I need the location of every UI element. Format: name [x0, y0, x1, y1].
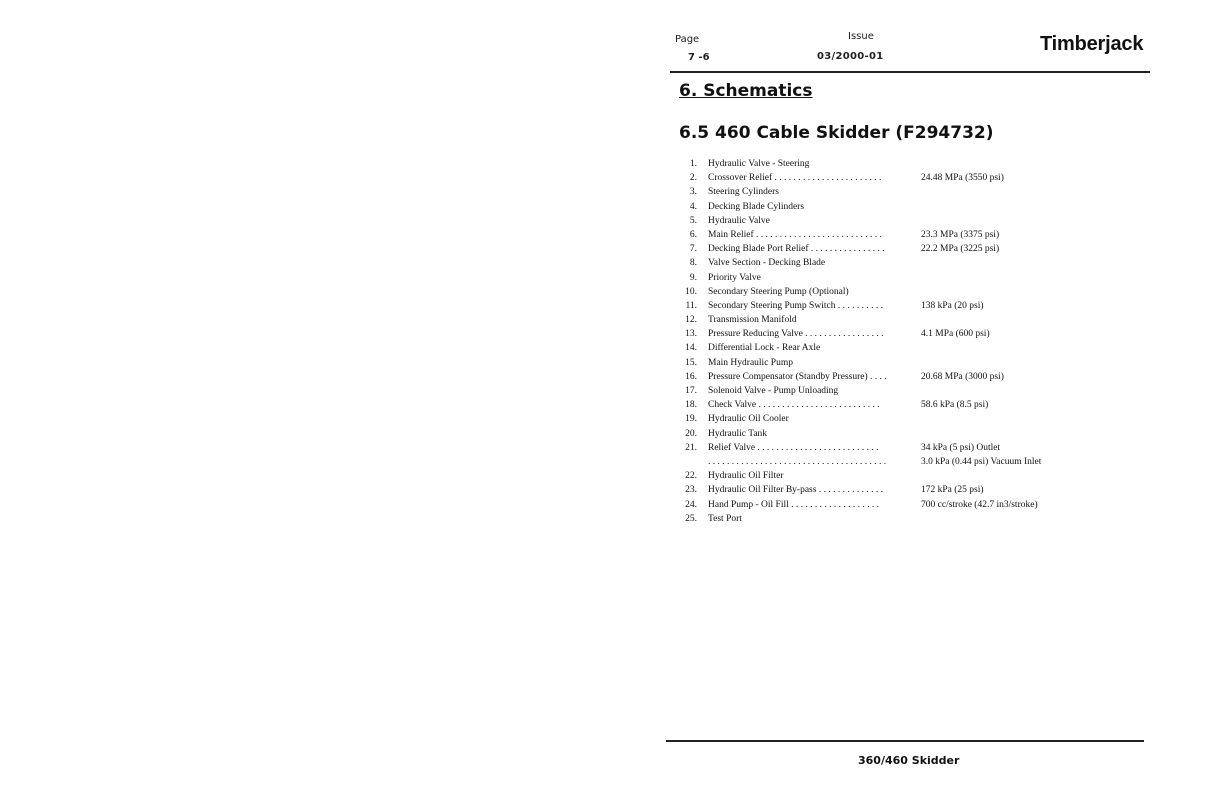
- issue-label: Issue: [848, 31, 874, 42]
- item-number: 13.: [685, 329, 697, 340]
- item-value: 4.1 MPa (600 psi): [921, 329, 990, 340]
- item-number: 16.: [685, 371, 697, 382]
- list-item: [668, 455, 1148, 469]
- item-description: Pressure Compensator (Standby Pressure) . . . .: [708, 371, 887, 382]
- parts-list: [668, 157, 1148, 526]
- item-description: Relief Valve . . . . . . . . . . . . . . . . . . . . . . . . . .: [708, 442, 879, 453]
- item-value: 23.3 MPa (3375 psi): [921, 229, 1000, 240]
- page-number: 7 -6: [688, 52, 710, 63]
- item-description: . . . . . . . . . . . . . . . . . . . . . . . . . . . . . . . . . . . . . .: [708, 456, 887, 467]
- item-description: Differential Lock - Rear Axle: [708, 343, 821, 354]
- item-description: Hydraulic Oil Cooler: [708, 414, 789, 425]
- item-value: 138 kPa (20 psi): [921, 300, 984, 311]
- item-value: 58.6 kPa (8.5 psi): [921, 400, 989, 411]
- list-item: [668, 157, 1148, 171]
- item-description: Main Relief . . . . . . . . . . . . . . . . . . . . . . . . . . .: [708, 229, 882, 240]
- item-description: Hand Pump - Oil Fill . . . . . . . . . . . . . . . . . . .: [708, 499, 880, 510]
- list-item: [668, 512, 1148, 526]
- item-number: 11.: [685, 300, 697, 311]
- item-number: 23.: [685, 485, 697, 496]
- item-number: 3.: [689, 187, 697, 198]
- section-title: 6. Schematics: [679, 81, 813, 101]
- list-item: [668, 200, 1148, 214]
- item-description: Check Valve . . . . . . . . . . . . . . . . . . . . . . . . . .: [708, 400, 880, 411]
- list-item: [668, 256, 1148, 270]
- header-rule: [670, 71, 1150, 73]
- list-item: [668, 427, 1148, 441]
- item-number: 10.: [685, 286, 697, 297]
- item-description: Valve Section - Decking Blade: [708, 258, 826, 269]
- list-item: [668, 285, 1148, 299]
- item-number: 15.: [685, 357, 697, 368]
- list-item: [668, 498, 1148, 512]
- list-item: [668, 398, 1148, 412]
- item-number: 14.: [685, 343, 697, 354]
- footer-rule: [666, 740, 1144, 742]
- item-description: Test Port: [708, 513, 742, 524]
- list-item: [668, 384, 1148, 398]
- list-item: [668, 370, 1148, 384]
- brand-logo: Timberjack: [1040, 33, 1144, 55]
- item-number: 1.: [689, 159, 697, 169]
- list-item: [668, 327, 1148, 341]
- list-item: [668, 242, 1148, 256]
- item-description: Crossover Relief . . . . . . . . . . . . . . . . . . . . . . .: [708, 173, 882, 184]
- list-item: [668, 469, 1148, 483]
- item-number: 4.: [689, 201, 697, 212]
- item-number: 7.: [689, 244, 697, 255]
- list-item: [668, 356, 1148, 370]
- item-number: 20.: [685, 428, 697, 439]
- list-item: [668, 341, 1148, 355]
- item-description: Hydraulic Valve - Steering: [708, 159, 810, 169]
- item-description: Decking Blade Cylinders: [708, 201, 805, 212]
- item-description: Steering Cylinders: [708, 187, 779, 198]
- item-description: Main Hydraulic Pump: [708, 357, 793, 368]
- item-number: 5.: [689, 215, 697, 226]
- item-description: Decking Blade Port Relief . . . . . . . . . . . . . . . .: [708, 244, 885, 255]
- item-value: 22.2 MPa (3225 psi): [921, 244, 1000, 255]
- item-number: 2.: [689, 173, 697, 184]
- list-item: [668, 441, 1148, 455]
- item-number: 6.: [689, 229, 697, 240]
- item-value: 20.68 MPa (3000 psi): [921, 371, 1004, 382]
- issue-number: 03/2000-01: [817, 51, 884, 62]
- item-number: 17.: [685, 386, 697, 396]
- item-number: 19.: [685, 414, 697, 425]
- item-number: 9.: [689, 272, 697, 283]
- item-value: 3.0 kPa (0.44 psi) Vacuum Inlet: [921, 456, 1042, 467]
- item-description: Pressure Reducing Valve . . . . . . . . . . . . . . . . .: [708, 329, 884, 340]
- list-item: [668, 171, 1148, 185]
- item-number: 8.: [689, 258, 697, 269]
- item-value: 700 cc/stroke (42.7 in3/stroke): [921, 499, 1038, 510]
- list-item: [668, 185, 1148, 199]
- document-page: [668, 0, 1158, 791]
- item-description: Secondary Steering Pump (Optional): [708, 286, 849, 297]
- item-number: 21.: [685, 442, 697, 453]
- item-number: 22.: [685, 471, 697, 482]
- list-item: [668, 214, 1148, 228]
- item-number: 24.: [685, 499, 697, 510]
- item-description: Hydraulic Oil Filter By-pass . . . . . . . . . . . . . .: [708, 485, 883, 496]
- item-description: Hydraulic Oil Filter: [708, 471, 784, 482]
- list-item: [668, 412, 1148, 426]
- item-description: Solenoid Valve - Pump Unloading: [708, 386, 839, 396]
- list-item: [668, 271, 1148, 285]
- item-description: Priority Valve: [708, 272, 761, 283]
- item-number: 18.: [685, 400, 697, 411]
- list-item: [668, 313, 1148, 327]
- item-number: 12.: [685, 315, 697, 326]
- list-item: [668, 228, 1148, 242]
- list-item: [668, 299, 1148, 313]
- item-description: Secondary Steering Pump Switch . . . . . . . . . .: [708, 300, 883, 311]
- item-value: 34 kPa (5 psi) Outlet: [921, 442, 1001, 453]
- item-value: 172 kPa (25 psi): [921, 485, 984, 496]
- subsection-title: 6.5 460 Cable Skidder (F294732): [679, 123, 994, 143]
- item-description: Hydraulic Valve: [708, 215, 770, 226]
- footer-title: 360/460 Skidder: [858, 754, 960, 767]
- item-description: Hydraulic Tank: [708, 428, 768, 439]
- item-value: 24.48 MPa (3550 psi): [921, 173, 1004, 184]
- page-label: Page: [675, 34, 700, 45]
- list-item: [668, 483, 1148, 497]
- item-number: 25.: [685, 513, 697, 524]
- item-description: Transmission Manifold: [708, 315, 797, 326]
